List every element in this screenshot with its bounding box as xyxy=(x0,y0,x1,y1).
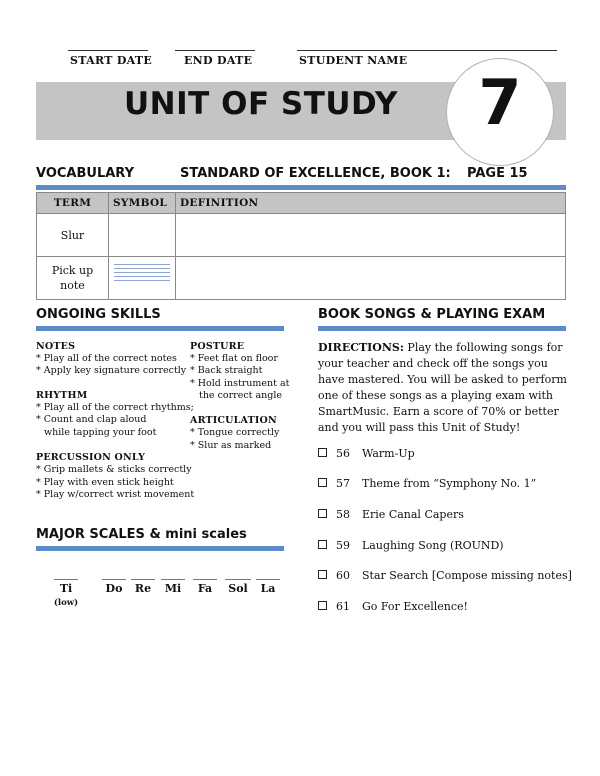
song-number: 61 xyxy=(336,600,350,613)
scales-divider xyxy=(36,546,284,551)
term-slur: Slur xyxy=(37,214,109,257)
column-term: TERM xyxy=(37,193,109,214)
start-date-line[interactable] xyxy=(68,50,148,51)
skill-item: * Play all of the correct notes xyxy=(36,353,177,364)
song-title: Warm-Up xyxy=(362,447,415,460)
skill-item: * Grip mallets & sticks correctly xyxy=(36,464,192,475)
song-checkbox[interactable] xyxy=(318,601,327,610)
start-date-label: START DATE xyxy=(70,54,153,67)
scale-note-line[interactable] xyxy=(193,579,217,580)
song-checkbox[interactable] xyxy=(318,448,327,457)
scale-note-line[interactable] xyxy=(54,579,78,580)
term-line-1: Pick up xyxy=(51,264,94,277)
directions-text xyxy=(318,340,568,436)
scale-note-re: Re xyxy=(134,582,152,595)
directions-body: Play the following songs for your teacher and check off the songs you have mastered. You will be asked to perform one of these songs as a playing exam with SmartMusic. Earn a score of 70% or better and you will pass this Unit of Study! xyxy=(318,341,567,434)
song-checkbox[interactable] xyxy=(318,509,327,518)
scale-note-sol: Sol xyxy=(228,582,248,595)
skill-item: * Play all of the correct rhythms; xyxy=(36,402,194,413)
column-symbol: SYMBOL xyxy=(109,193,176,214)
vocabulary-heading: VOCABULARY xyxy=(36,166,135,181)
definition-cell[interactable] xyxy=(176,257,566,300)
scale-note-line[interactable] xyxy=(256,579,280,580)
table-row xyxy=(37,214,566,257)
term-line-2: note xyxy=(60,279,85,292)
song-title: Laughing Song (ROUND) xyxy=(362,539,504,552)
skill-item: * Apply key signature correctly xyxy=(36,365,187,376)
song-title: Star Search [Compose missing notes] xyxy=(362,569,572,582)
scale-note-la: La xyxy=(260,582,276,595)
song-title: Theme from “Symphony No. 1” xyxy=(362,477,537,490)
skill-item: while tapping your foot xyxy=(44,427,157,438)
vocabulary-table xyxy=(36,192,566,300)
song-number: 58 xyxy=(336,508,350,521)
staff-icon xyxy=(114,264,170,281)
song-checkbox[interactable] xyxy=(318,540,327,549)
scale-note-line[interactable] xyxy=(161,579,185,580)
song-title: Erie Canal Capers xyxy=(362,508,464,521)
song-number: 60 xyxy=(336,569,350,582)
term-pickup-note xyxy=(37,257,109,300)
page-reference: PAGE 15 xyxy=(467,166,528,181)
skill-item: * Play w/correct wrist movement xyxy=(36,489,195,500)
end-date-line[interactable] xyxy=(175,50,255,51)
posture-heading: POSTURE xyxy=(190,341,245,352)
song-title: Go For Excellence! xyxy=(362,600,468,613)
scale-note-mi: Mi xyxy=(164,582,182,595)
definition-cell[interactable] xyxy=(176,214,566,257)
student-name-label: STUDENT NAME xyxy=(299,54,408,67)
skill-item: * Tongue correctly xyxy=(190,427,280,438)
articulation-heading: ARTICULATION xyxy=(190,415,277,426)
book-reference: STANDARD OF EXCELLENCE, BOOK 1: xyxy=(180,166,451,181)
song-number: 57 xyxy=(336,477,350,490)
major-scales-heading: MAJOR SCALES & mini scales xyxy=(36,527,247,542)
song-number: 56 xyxy=(336,447,350,460)
song-checkbox[interactable] xyxy=(318,570,327,579)
skill-item: * Feet flat on floor xyxy=(190,353,278,364)
percussion-heading: PERCUSSION ONLY xyxy=(36,452,146,463)
song-number: 59 xyxy=(336,539,350,552)
scale-note-fa: Fa xyxy=(197,582,213,595)
vocabulary-divider xyxy=(36,185,566,190)
scale-note-line[interactable] xyxy=(131,579,155,580)
skill-item: * Count and clap aloud xyxy=(36,414,147,425)
skill-item: * Slur as marked xyxy=(190,440,272,451)
scale-note-line[interactable] xyxy=(102,579,126,580)
song-checkbox[interactable] xyxy=(318,478,327,487)
notes-heading: NOTES xyxy=(36,341,76,352)
skill-item: the correct angle xyxy=(199,390,283,401)
scale-note-ti: Ti xyxy=(59,582,73,595)
rhythm-heading: RHYTHM xyxy=(36,390,88,401)
table-header-row xyxy=(37,193,566,214)
column-definition: DEFINITION xyxy=(176,193,566,214)
skill-item: * Back straight xyxy=(190,365,263,376)
unit-number: 7 xyxy=(478,66,522,139)
scale-note-do: Do xyxy=(105,582,123,595)
symbol-cell[interactable] xyxy=(109,214,176,257)
end-date-label: END DATE xyxy=(184,54,253,67)
scale-note-line[interactable] xyxy=(225,579,251,580)
page-title: UNIT OF STUDY xyxy=(124,86,398,122)
skill-item: * Hold instrument at xyxy=(190,378,290,389)
directions-label: DIRECTIONS: xyxy=(318,341,404,354)
skills-divider xyxy=(36,326,284,331)
book-songs-heading: BOOK SONGS & PLAYING EXAM xyxy=(318,307,546,322)
skill-item: * Play with even stick height xyxy=(36,477,174,488)
book-songs-divider xyxy=(318,326,566,331)
scale-note-ti-sub: (low) xyxy=(53,598,79,608)
ongoing-skills-heading: ONGOING SKILLS xyxy=(36,307,161,322)
student-name-line[interactable] xyxy=(297,50,557,51)
